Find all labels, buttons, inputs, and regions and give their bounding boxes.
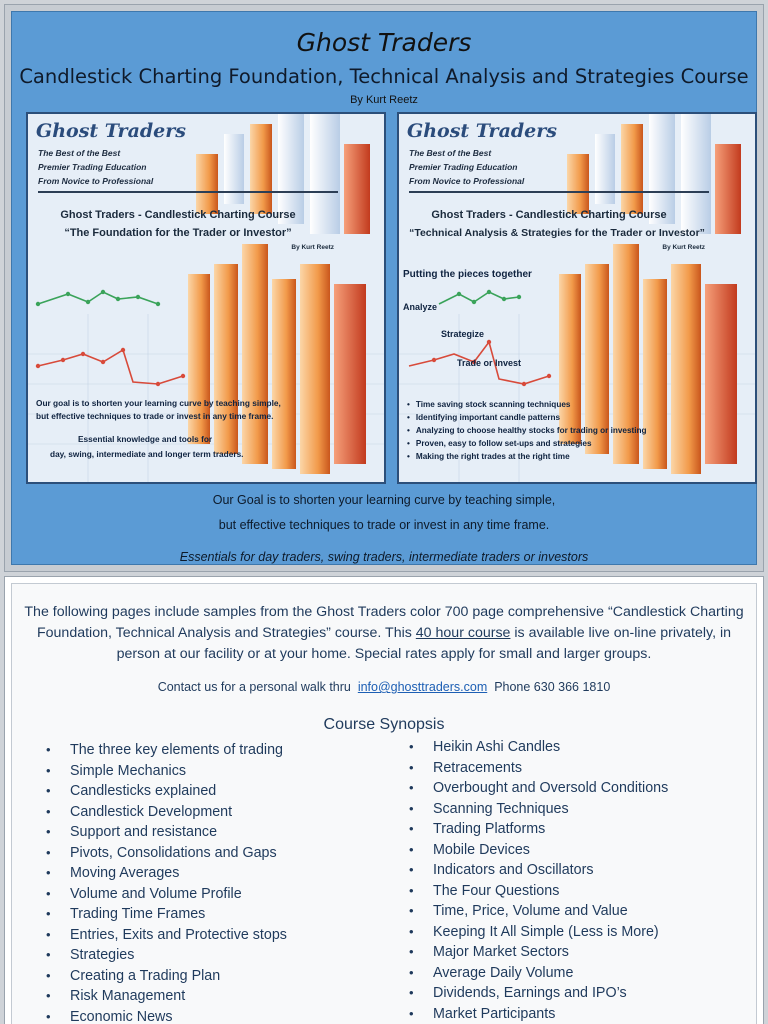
cover-tagline: Premier Trading Education <box>38 162 147 172</box>
list-item: • Strategies <box>42 945 287 966</box>
contact-line <box>12 680 756 694</box>
list-item: • Trading Platforms <box>405 819 668 840</box>
intro-text: The following pages include samples from the Ghost Traders color 700 page comprehensive “Candlestick Charting Foundation, Technical Analysis and Strategies” course. This <box>24 604 744 641</box>
cover-step: Trade or Invest <box>457 358 522 368</box>
cover-course-subtitle: “Technical Analysis & Strategies for the Trader or Investor” <box>409 227 705 239</box>
list-item: • Dividends, Earnings and IPO’s <box>405 983 668 1004</box>
synopsis-list-right <box>405 737 668 1024</box>
cover-bullet: • Proven, easy to follow set-ups and strategies <box>407 437 647 450</box>
cover-step: Analyze <box>403 302 438 312</box>
cover-divider <box>409 191 709 193</box>
list-item: • Support and resistance <box>42 822 287 843</box>
list-item: • Retracements <box>405 758 668 779</box>
list-item: • Market Participants <box>405 1004 668 1024</box>
cover-step: Putting the pieces together <box>403 269 532 280</box>
goal-line: Our Goal is to shorten your learning curve by teaching simple, <box>212 493 556 507</box>
cover-author: By Kurt Reetz <box>291 244 334 251</box>
cover-essentials-line: day, swing, intermediate and longer term traders. <box>50 449 244 459</box>
cover-bullet: • Identifying important candle patterns <box>407 411 647 424</box>
cover-bullet: • Time saving stock scanning techniques <box>407 398 647 411</box>
list-item: • Simple Mechanics <box>42 761 287 782</box>
cover-panel-inner <box>11 11 757 565</box>
list-item: • Trading Time Frames <box>42 904 287 925</box>
list-item: • Candlesticks explained <box>42 781 287 802</box>
list-item: • Major Market Sectors <box>405 942 668 963</box>
cover-divider <box>38 191 338 193</box>
list-item: • Indicators and Oscillators <box>405 860 668 881</box>
contact-prefix: Contact us for a personal walk thru <box>157 680 351 694</box>
cover-essentials-line: Essential knowledge and tools for <box>78 434 213 444</box>
cover-course-title: Ghost Traders - Candlestick Charting Course <box>431 209 667 221</box>
email-link[interactable]: info@ghosttraders.com <box>357 680 488 694</box>
cover-tagline: The Best of the Best <box>38 148 121 158</box>
list-item: • Economic News <box>42 1007 287 1024</box>
essentials-line: Essentials for day traders, swing traders, intermediate traders or investors <box>179 550 589 564</box>
cover-panel <box>4 4 764 572</box>
list-item: • Risk Management <box>42 986 287 1007</box>
list-item: • Moving Averages <box>42 863 287 884</box>
author-byline: By Kurt Reetz <box>350 94 418 106</box>
cover-course-title: Ghost Traders - Candlestick Charting Course <box>60 209 296 221</box>
intro-text: is available live on-line privately, in person at our facility or at your home. Special rates apply for small and larger groups. <box>116 625 731 662</box>
details-panel <box>4 576 764 1024</box>
list-item: • Overbought and Oversold Conditions <box>405 778 668 799</box>
cover-course-subtitle: “The Foundation for the Trader or Investor” <box>64 227 292 239</box>
list-item: • Entries, Exits and Protective stops <box>42 925 287 946</box>
intro-paragraph <box>18 602 750 665</box>
list-item: • Time, Price, Volume and Value <box>405 901 668 922</box>
details-panel-inner <box>11 583 757 1024</box>
list-item: • Pivots, Consolidations and Gaps <box>42 843 287 864</box>
cover-bullet: • Analyzing to choose healthy stocks for trading or investing <box>407 424 647 437</box>
cover-bullet: • Making the right trades at the right time <box>407 450 647 463</box>
cover-goal-line: Our goal is to shorten your learning curve by teaching simple, <box>36 398 281 408</box>
course-duration-highlight: 40 hour course <box>415 625 511 641</box>
synopsis-list-left <box>42 740 287 1024</box>
list-item: • Heikin Ashi Candles <box>405 737 668 758</box>
cover-step: Strategize <box>441 329 485 339</box>
cover-author: By Kurt Reetz <box>662 244 705 251</box>
list-item: • Average Daily Volume <box>405 963 668 984</box>
cover-brand: Ghost Traders <box>407 120 557 142</box>
list-item: • Keeping It All Simple (Less is More) <box>405 922 668 943</box>
course-cover-foundation <box>26 112 386 484</box>
cover-tagline: Premier Trading Education <box>409 162 518 172</box>
list-item: • Scanning Techniques <box>405 799 668 820</box>
list-item: • Volume and Volume Profile <box>42 884 287 905</box>
list-item: • Mobile Devices <box>405 840 668 861</box>
cover-tagline: From Novice to Professional <box>38 176 154 186</box>
list-item: • Creating a Trading Plan <box>42 966 287 987</box>
cover-goal-line: but effective techniques to trade or invest in any time frame. <box>36 411 274 421</box>
cover-brand: Ghost Traders <box>36 120 186 142</box>
cover-tagline: From Novice to Professional <box>409 176 525 186</box>
course-cover-strategies <box>397 112 757 484</box>
list-item: • Candlestick Development <box>42 802 287 823</box>
synopsis-title: Course Synopsis <box>323 716 445 733</box>
contact-phone: Phone 630 366 1810 <box>494 680 611 694</box>
cover-tagline: The Best of the Best <box>409 148 492 158</box>
list-item: • The Four Questions <box>405 881 668 902</box>
list-item: • The three key elements of trading <box>42 740 287 761</box>
goal-line: but effective techniques to trade or invest in any time frame. <box>218 518 550 532</box>
course-subtitle: Candlestick Charting Foundation, Technical Analysis and Strategies Course <box>19 65 749 88</box>
main-title: Ghost Traders <box>296 28 472 57</box>
cover-bullet-list <box>407 398 647 463</box>
